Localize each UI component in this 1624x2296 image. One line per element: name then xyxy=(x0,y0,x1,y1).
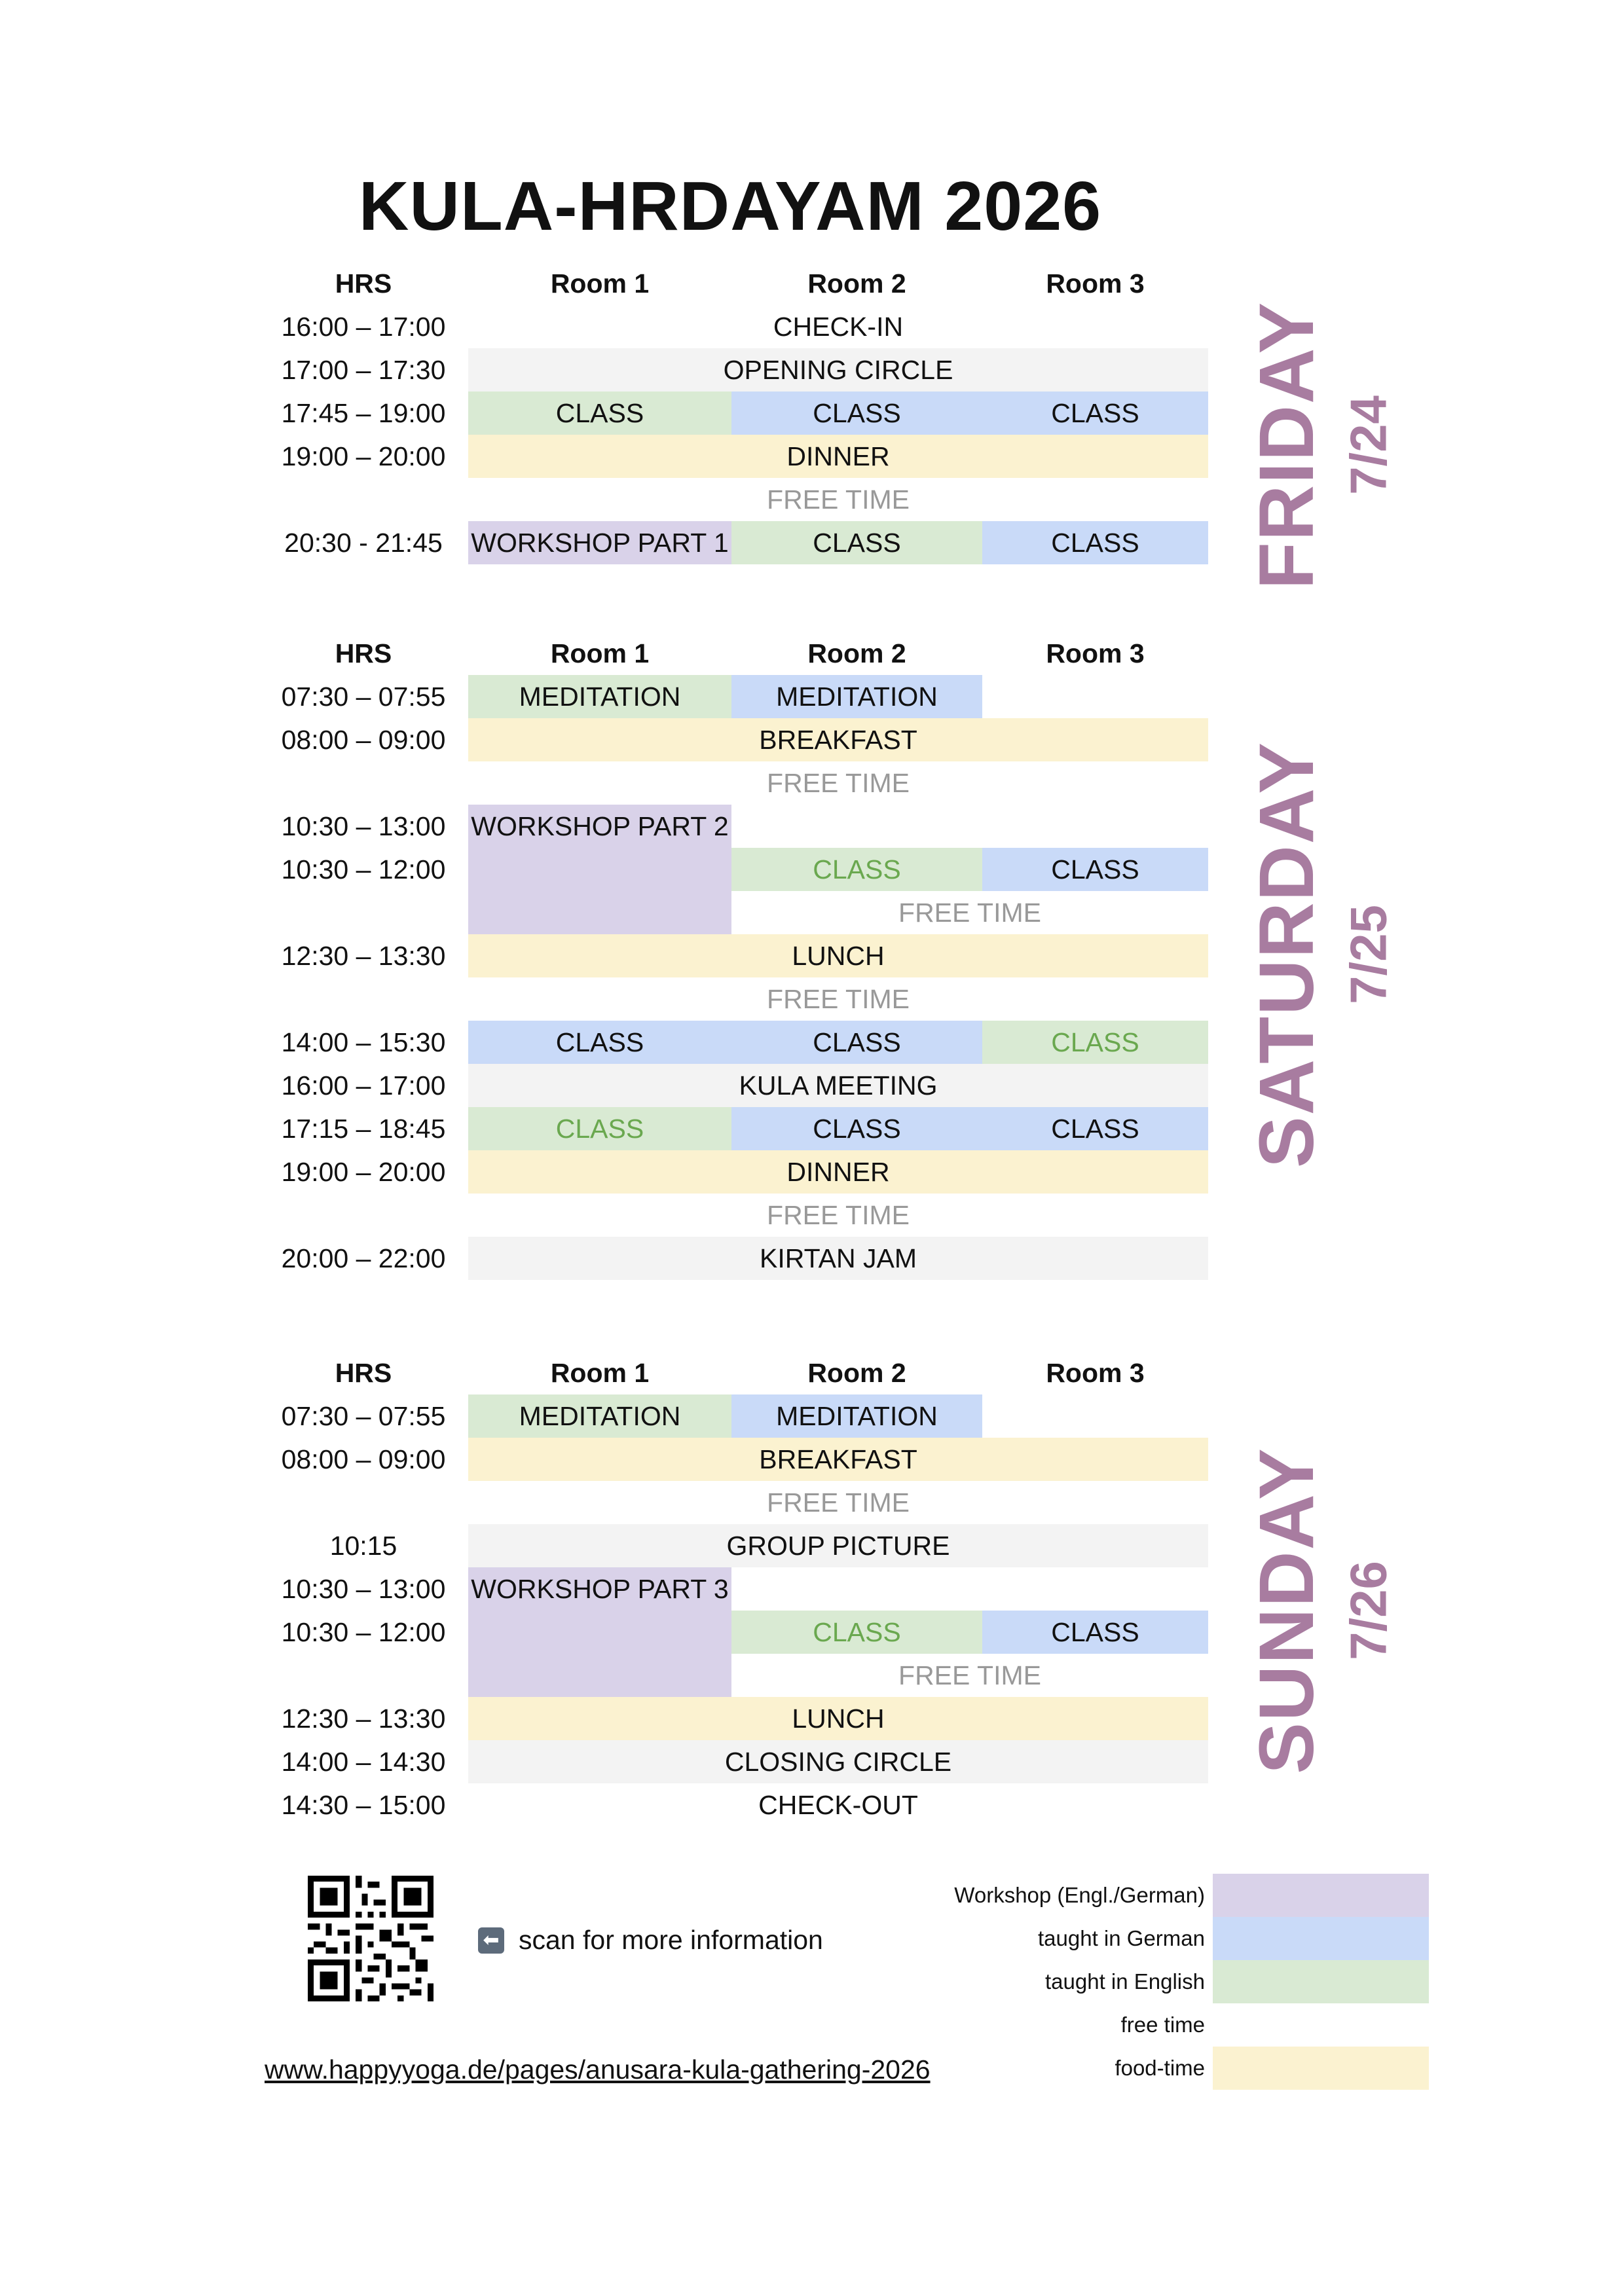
time-cell: 17:15 – 18:45 xyxy=(281,1114,446,1144)
schedule-row xyxy=(262,1237,1211,1280)
class-cell: CLASS xyxy=(982,1107,1208,1150)
schedule-row xyxy=(262,1394,1211,1438)
schedule-row xyxy=(262,1481,1211,1524)
check-in-cell: CHECK-IN xyxy=(773,312,904,342)
opening-circle-cell: OPENING CIRCLE xyxy=(468,348,1208,392)
breakfast-cell: BREAKFAST xyxy=(468,718,1208,761)
back-arrow-icon: ⬅ xyxy=(478,1927,504,1954)
class-cell: CLASS xyxy=(468,1021,731,1064)
friday-schedule xyxy=(262,262,1211,564)
day-date: 7/26 xyxy=(1339,1561,1397,1660)
schedule-row xyxy=(262,1438,1211,1481)
header-room3: Room 3 xyxy=(1046,268,1145,299)
legend-label: free time xyxy=(1120,2013,1205,2037)
time-cell: 10:15 xyxy=(329,1531,397,1561)
time-cell: 10:30 – 13:00 xyxy=(281,1574,446,1604)
lunch-cell: LUNCH xyxy=(468,1697,1208,1740)
time-cell: 08:00 – 09:00 xyxy=(281,1444,446,1474)
time-cell: 08:00 – 09:00 xyxy=(281,725,446,755)
time-cell: 10:30 – 12:00 xyxy=(281,1617,446,1647)
class-cell: CLASS xyxy=(468,392,731,435)
time-cell: 07:30 – 07:55 xyxy=(281,682,446,712)
class-cell: CLASS xyxy=(731,392,982,435)
workshop-cell: WORKSHOP PART 3 xyxy=(468,1567,731,1697)
class-cell: CLASS xyxy=(982,1611,1208,1654)
time-cell: 12:30 – 13:30 xyxy=(281,1704,446,1734)
header-room2: Room 2 xyxy=(807,1358,906,1388)
time-cell xyxy=(262,891,465,934)
header-room2: Room 2 xyxy=(807,638,906,668)
page-title: KULA-HRDAYAM 2026 xyxy=(358,168,1102,245)
schedule-row xyxy=(262,761,1211,805)
class-cell: CLASS xyxy=(468,1107,731,1150)
dinner-cell: DINNER xyxy=(468,435,1208,478)
class-cell: CLASS xyxy=(731,1021,982,1064)
time-cell: 16:00 – 17:00 xyxy=(281,1070,446,1101)
legend-label: taught in English xyxy=(1044,1969,1205,1994)
free-time-cell: FREE TIME xyxy=(767,984,910,1014)
time-cell: 14:00 – 14:30 xyxy=(281,1747,446,1777)
time-cell: 16:00 – 17:00 xyxy=(281,312,446,342)
schedule-row xyxy=(262,1654,1211,1697)
time-cell: 14:00 – 15:30 xyxy=(281,1027,446,1057)
time-cell xyxy=(262,1654,465,1697)
class-cell: CLASS xyxy=(982,1021,1208,1064)
schedule-row xyxy=(262,1740,1211,1783)
schedule-row xyxy=(262,805,1211,848)
header-room3: Room 3 xyxy=(1046,1358,1145,1388)
schedule-row xyxy=(262,1611,1211,1654)
time-cell: 17:00 – 17:30 xyxy=(281,355,446,385)
schedule-row xyxy=(262,521,1211,564)
schedule-row xyxy=(262,1524,1211,1567)
time-cell: 19:00 – 20:00 xyxy=(281,1157,446,1187)
day-name: SUNDAY xyxy=(1244,1447,1330,1774)
schedule-row xyxy=(262,934,1211,977)
schedule-row xyxy=(262,348,1211,392)
lunch-cell: LUNCH xyxy=(468,934,1208,977)
time-cell: 10:30 – 12:00 xyxy=(281,854,446,884)
dinner-cell: DINNER xyxy=(468,1150,1208,1194)
schedule-row xyxy=(262,1107,1211,1150)
time-cell xyxy=(262,1481,465,1524)
header-room1: Room 1 xyxy=(550,1358,650,1388)
time-cell: 14:30 – 15:00 xyxy=(281,1790,446,1820)
schedule-row xyxy=(262,675,1211,718)
time-cell: 20:00 – 22:00 xyxy=(281,1243,446,1273)
time-cell: 07:30 – 07:55 xyxy=(281,1401,446,1431)
free-time-cell: FREE TIME xyxy=(767,484,910,515)
free-time-cell: FREE TIME xyxy=(898,898,1041,928)
schedule-row xyxy=(262,1021,1211,1064)
schedule-row xyxy=(262,478,1211,521)
time-cell: 20:30 - 21:45 xyxy=(284,528,443,558)
saturday-schedule xyxy=(262,632,1211,1280)
time-cell: 17:45 – 19:00 xyxy=(281,398,446,428)
time-cell xyxy=(262,977,465,1021)
class-cell: CLASS xyxy=(731,848,982,891)
meditation-cell: MEDITATION xyxy=(731,675,982,718)
meditation-cell: MEDITATION xyxy=(468,1394,731,1438)
legend-label: Workshop (Engl./German) xyxy=(954,1883,1205,1907)
check-out-cell: CHECK-OUT xyxy=(758,1790,918,1820)
header-row xyxy=(262,1351,1211,1394)
schedule-row xyxy=(262,1697,1211,1740)
day-name: FRIDAY xyxy=(1244,301,1330,590)
legend-swatch-food-time xyxy=(1213,2047,1429,2090)
header-hrs: HRS xyxy=(335,638,392,668)
class-cell: CLASS xyxy=(731,1611,982,1654)
legend-swatch-workshop xyxy=(1213,1874,1429,1917)
schedule-row xyxy=(262,1783,1211,1827)
legend-swatch-german xyxy=(1213,1917,1429,1960)
class-cell: CLASS xyxy=(982,848,1208,891)
header-room1: Room 1 xyxy=(550,268,650,299)
workshop-cell: WORKSHOP PART 2 xyxy=(468,805,731,934)
schedule-row xyxy=(262,435,1211,478)
schedule-row xyxy=(262,305,1211,348)
kirtan-jam-cell: KIRTAN JAM xyxy=(468,1237,1208,1280)
legend-swatch-english xyxy=(1213,1960,1429,2003)
class-cell: CLASS xyxy=(731,1107,982,1150)
schedule-row xyxy=(262,848,1211,891)
time-cell xyxy=(262,761,465,805)
meditation-cell: MEDITATION xyxy=(731,1394,982,1438)
free-time-cell: FREE TIME xyxy=(898,1660,1041,1690)
time-cell: 19:00 – 20:00 xyxy=(281,441,446,471)
scan-hint xyxy=(478,1925,823,1956)
website-link[interactable]: www.happyyoga.de/pages/anusara-kula-gathering-2026 xyxy=(265,2054,931,2085)
header-hrs: HRS xyxy=(335,268,392,299)
day-date: 7/24 xyxy=(1339,395,1397,495)
header-row xyxy=(262,632,1211,675)
schedule-row xyxy=(262,891,1211,934)
time-cell xyxy=(262,478,465,521)
legend-label: taught in German xyxy=(1038,1926,1205,1950)
time-cell: 12:30 – 13:30 xyxy=(281,941,446,971)
kula-meeting-cell: KULA MEETING xyxy=(468,1064,1208,1107)
schedule-row xyxy=(262,1194,1211,1237)
class-cell: CLASS xyxy=(982,521,1208,564)
day-date: 7/25 xyxy=(1339,905,1397,1004)
breakfast-cell: BREAKFAST xyxy=(468,1438,1208,1481)
meditation-cell: MEDITATION xyxy=(468,675,731,718)
legend-swatch-free-time xyxy=(1213,2003,1429,2047)
header-room2: Room 2 xyxy=(807,268,906,299)
free-time-cell: FREE TIME xyxy=(767,1200,910,1230)
schedule-row xyxy=(262,1064,1211,1107)
free-time-cell: FREE TIME xyxy=(767,1487,910,1518)
time-cell xyxy=(262,1194,465,1237)
class-cell: CLASS xyxy=(731,521,982,564)
day-name: SATURDAY xyxy=(1244,741,1330,1168)
class-cell: CLASS xyxy=(982,392,1208,435)
schedule-row xyxy=(262,1150,1211,1194)
time-cell: 10:30 – 13:00 xyxy=(281,811,446,841)
qr-code[interactable] xyxy=(308,1876,434,2001)
sunday-schedule xyxy=(262,1351,1211,1827)
schedule-row xyxy=(262,977,1211,1021)
header-room3: Room 3 xyxy=(1046,638,1145,668)
schedule-row xyxy=(262,392,1211,435)
schedule-row xyxy=(262,718,1211,761)
group-picture-cell: GROUP PICTURE xyxy=(468,1524,1208,1567)
workshop-cell: WORKSHOP PART 1 xyxy=(468,521,731,564)
header-row xyxy=(262,262,1211,305)
scan-text: scan for more information xyxy=(519,1925,823,1955)
closing-circle-cell: CLOSING CIRCLE xyxy=(468,1740,1208,1783)
legend-label: food-time xyxy=(1115,2056,1205,2080)
header-room1: Room 1 xyxy=(550,638,650,668)
schedule-row xyxy=(262,1567,1211,1611)
header-hrs: HRS xyxy=(335,1358,392,1388)
free-time-cell: FREE TIME xyxy=(767,768,910,798)
